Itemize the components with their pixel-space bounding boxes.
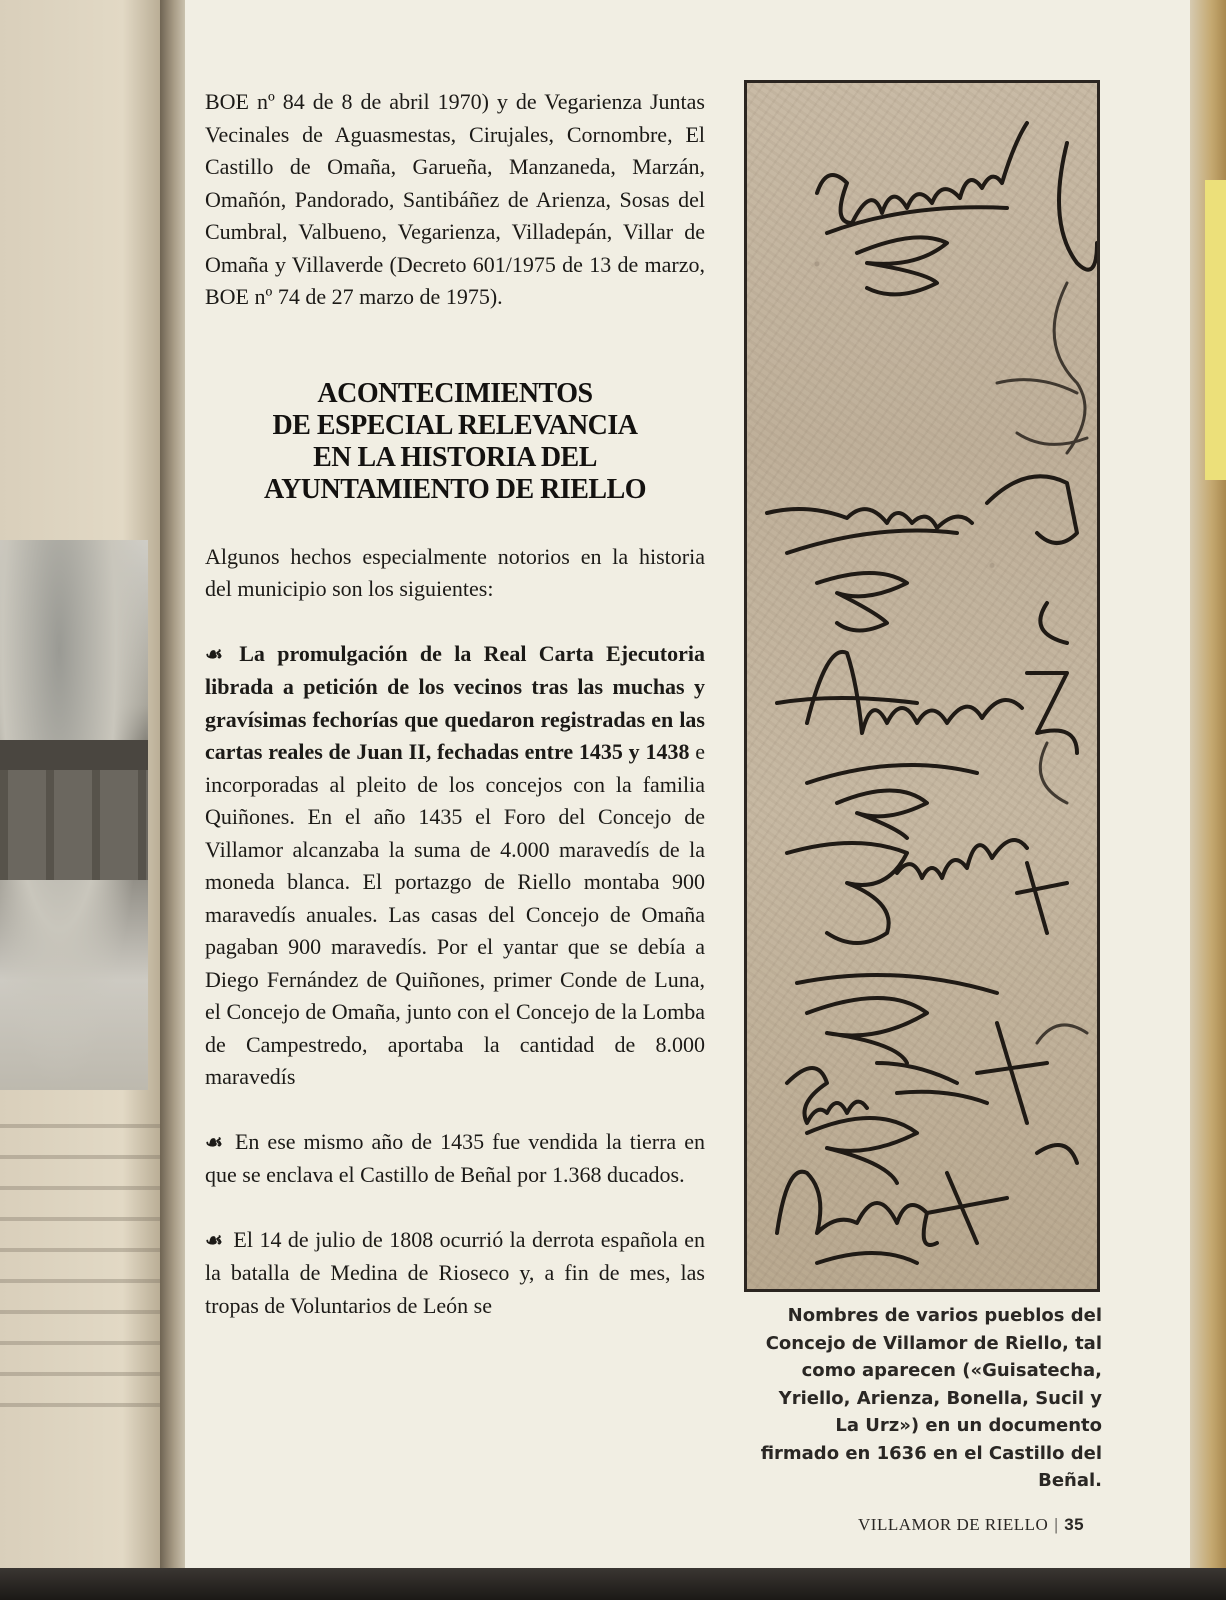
- flourish-stroke: [807, 1118, 917, 1183]
- section-heading: [205, 378, 705, 506]
- photo-wall: [0, 770, 148, 880]
- fleuron-bullet-icon: ☙: [205, 1229, 223, 1252]
- signature-stroke: [787, 531, 957, 554]
- main-text-column: [205, 86, 705, 1322]
- flourish-stroke: [817, 573, 907, 631]
- marginal-stroke: [997, 380, 1077, 393]
- bullet-bold-text: La promulgación de la Real Carta Ejecutoria librada a petición de los vecinos tras las muchas y gravísimas fechorías que quedaron registradas en las cartas reales de Juan II, fechadas entre 1435 y 1438: [205, 640, 705, 764]
- signature-stroke: [927, 1173, 1007, 1243]
- signature-stroke: [787, 843, 907, 943]
- heading-line: AYUNTAMIENTO DE RIELLO: [263, 473, 647, 505]
- heading-line: DE ESPECIAL RELEVANCIA: [272, 409, 638, 441]
- manuscript-image: [744, 80, 1100, 1292]
- footer-separator: |: [1054, 1515, 1059, 1534]
- marginal-stroke: [1040, 743, 1067, 803]
- heading-line: EN LA HISTORIA DEL: [313, 441, 597, 473]
- flourish-stroke: [837, 791, 927, 839]
- photo-roof: [0, 740, 148, 770]
- signature-stroke: [987, 476, 1077, 543]
- bullet-castillo-benal: [205, 1126, 705, 1192]
- sticky-note-tab: [1205, 180, 1226, 480]
- fleuron-bullet-icon: ☙: [205, 643, 223, 666]
- paragraph-decree: BOE nº 84 de 8 de abril 1970) y de Vegarienza Juntas Vecinales de Aguasmestas, Cirujales, Cornombre, El Castillo de Omaña, Garueña, Manzaneda, Marzán, Omañón, Pandorado, Santibáñez de Arienza, Sosas del Cumbral, Valbueno, Vegarienza, Villadepán, Villar de Omaña y Villaverde (Decreto 601/1975 de 13 de marzo, BOE nº 74 de 27 marzo de 1975).: [205, 89, 705, 309]
- signature-stroke: [807, 652, 1022, 733]
- figure-caption: Nombres de varios pueblos del Concejo de Villamor de Riello, tal como aparecen («Guisatecha, Yriello, Arienza, Bonella, Sucil y La Urz») en un documento firmado en 1636 en el Castillo del Beñal.: [760, 1305, 1102, 1491]
- flourish-stroke: [817, 1253, 917, 1263]
- flourish-stroke: [807, 998, 927, 1063]
- page-footer: [858, 1515, 1084, 1535]
- left-page-photo: [0, 540, 148, 1090]
- bullet-rioseco: [205, 1224, 705, 1323]
- signature-stroke: [797, 975, 997, 993]
- signature-stroke: [877, 1063, 987, 1103]
- signature-stroke: [787, 1068, 867, 1123]
- bullet-body-text: El 14 de julio de 1808 ocurrió la derrota española en la batalla de Medina de Rioseco y, a fin de mes, las tropas de Voluntarios de León se: [205, 1226, 706, 1318]
- signature-stroke: [1027, 673, 1077, 753]
- page-number: 35: [1064, 1515, 1085, 1534]
- paragraph-intro: Algunos hechos especialmente notorios en la historia del municipio son los siguientes:: [205, 543, 705, 601]
- left-facing-page: [0, 0, 175, 1600]
- signature-stroke: [1059, 143, 1097, 270]
- signature-stroke: [777, 1172, 937, 1245]
- marginal-stroke: [1037, 1025, 1087, 1043]
- bullet-body-text: e incorporadas al pleito de los concejos con la familia Quiñones. En el año 1435 el Foro del Concejo de Villamor alcanzaba la suma de 4.000 maravedís de la moneda blanca. El portazgo de Riello montaba 900 maravedís anuales. Las casas del Concejo de Omaña pagaban 900 maravedís. Por el yantar que se debía a Diego Fernández de Quiñones, primer Conde de Luna, el Concejo de Omaña, junto con el Concejo de la Lomba de Campestredo, aportaba la cantidad de 8.000 maravedís: [205, 739, 705, 1089]
- marginal-stroke: [1054, 283, 1085, 453]
- signature-stroke: [767, 509, 972, 528]
- signature-stroke: [1040, 603, 1067, 643]
- signature-stroke: [1037, 1145, 1077, 1163]
- signature-stroke: [777, 698, 917, 703]
- scanner-edge: [0, 1568, 1226, 1600]
- signature-stroke: [977, 1023, 1047, 1123]
- manuscript-handwriting: [747, 83, 1097, 1289]
- running-title: VILLAMOR DE RIELLO: [858, 1515, 1049, 1534]
- fleuron-bullet-icon: ☙: [205, 1131, 223, 1154]
- bullet-body-text: En ese mismo año de 1435 fue vendida la tierra en que se enclava el Castillo de Beñal por 1.368 ducados.: [205, 1128, 705, 1187]
- signature-stroke: [1017, 863, 1067, 933]
- signature-stroke: [897, 840, 1027, 878]
- bullet-carta-ejecutoria: [205, 638, 705, 1094]
- flourish-stroke: [857, 237, 947, 294]
- signature-stroke: [807, 765, 977, 783]
- heading-line: ACONTECIMIENTOS: [317, 377, 593, 409]
- left-page-text-ghost: [0, 1110, 160, 1430]
